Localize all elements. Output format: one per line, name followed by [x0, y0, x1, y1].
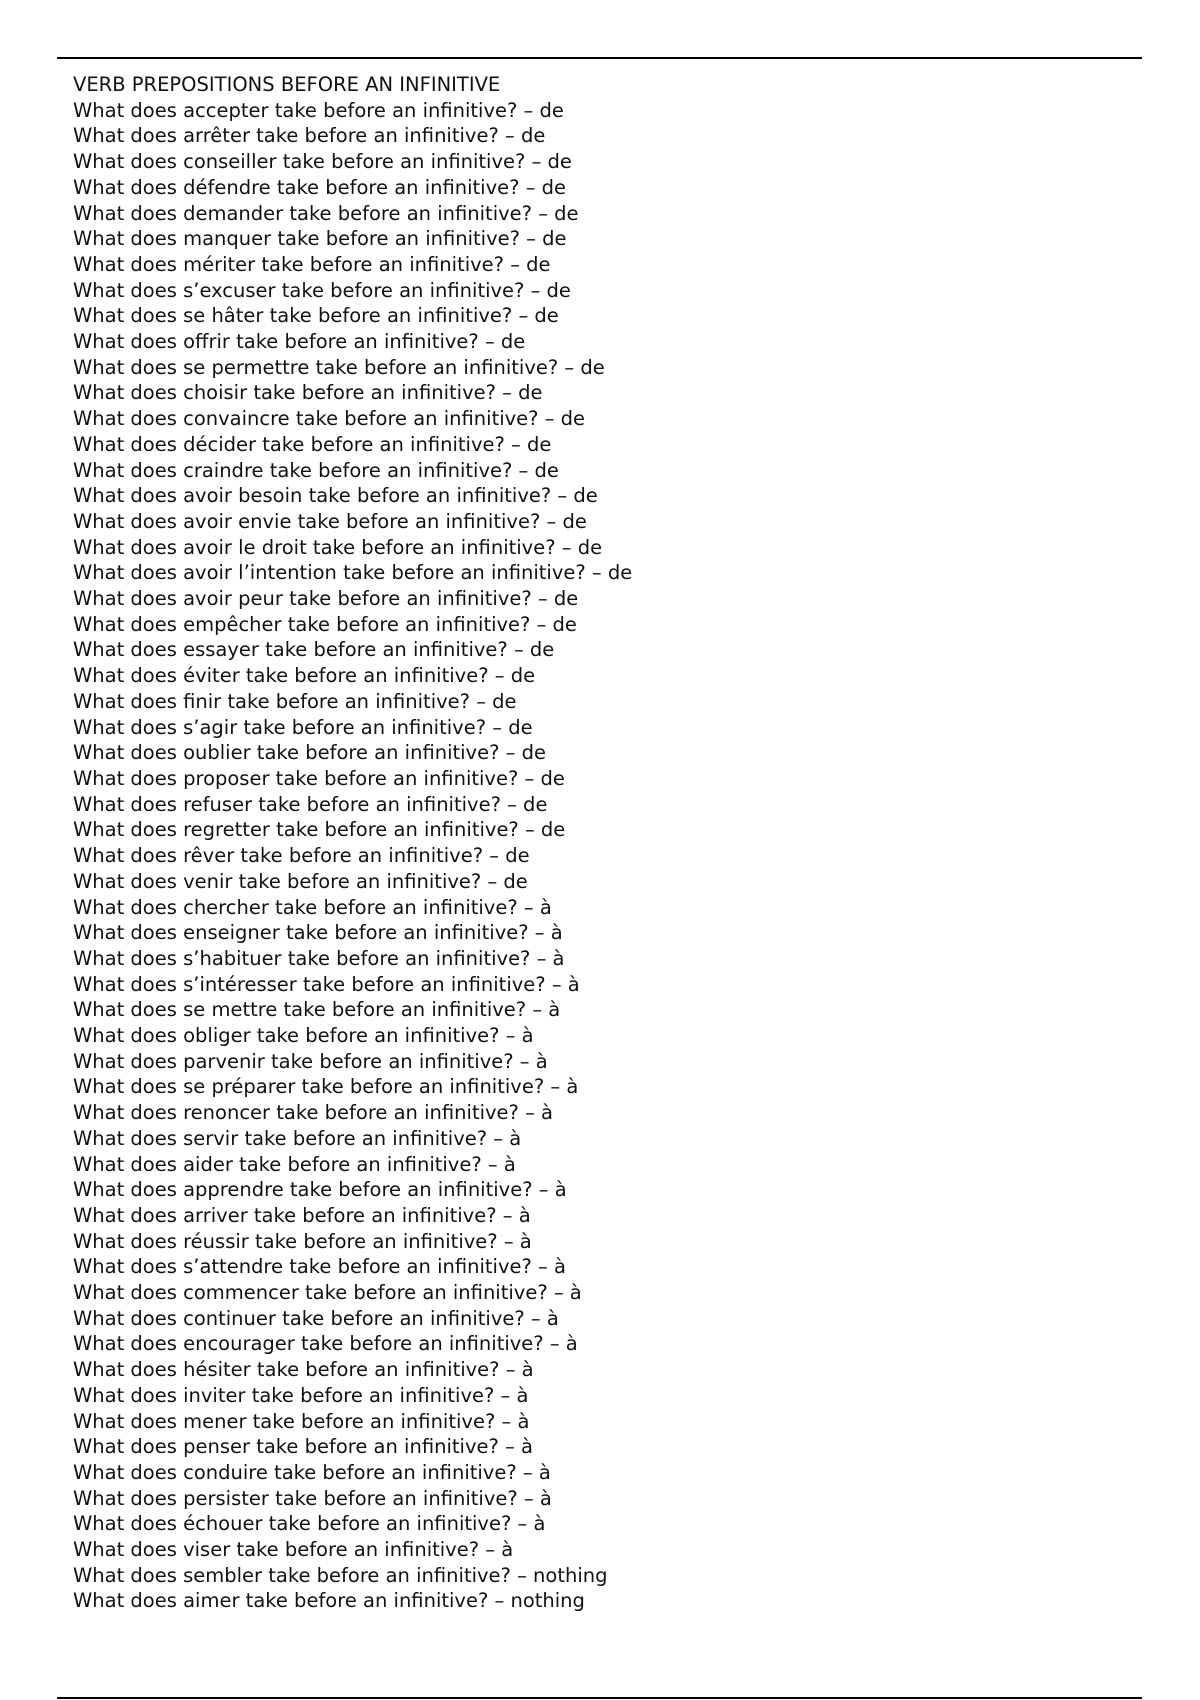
- list-item: What does se préparer take before an infinitive? – à: [73, 1075, 579, 1099]
- list-item: What does apprendre take before an infinitive? – à: [73, 1178, 567, 1202]
- list-item: What does mériter take before an infinitive? – de: [73, 252, 551, 276]
- bottom-rule: [57, 1697, 1142, 1699]
- list-item: What does avoir envie take before an infinitive? – de: [73, 509, 587, 533]
- top-rule: [57, 57, 1142, 59]
- list-item: What does échouer take before an infinitive? – à: [73, 1512, 546, 1536]
- list-item: What does aider take before an infinitive? – à: [73, 1152, 516, 1176]
- list-item: What does avoir le droit take before an infinitive? – de: [73, 535, 603, 559]
- list-item: What does offrir take before an infinitive? – de: [73, 330, 526, 354]
- list-item: What does avoir l’intention take before an infinitive? – de: [73, 561, 633, 585]
- list-item: What does avoir besoin take before an infinitive? – de: [73, 484, 598, 508]
- list-item: What does oublier take before an infinitive? – de: [73, 741, 546, 765]
- list-item: What does finir take before an infinitive? – de: [73, 689, 517, 713]
- list-item: What does arrêter take before an infinitive? – de: [73, 124, 546, 148]
- list-item: What does craindre take before an infinitive? – de: [73, 458, 559, 482]
- list-item: What does refuser take before an infinitive? – de: [73, 792, 548, 816]
- list-item: What does sembler take before an infinitive? – nothing: [73, 1563, 608, 1587]
- list-item: What does décider take before an infinitive? – de: [73, 432, 552, 456]
- list-item: What does convaincre take before an infinitive? – de: [73, 407, 586, 431]
- list-item: What does hésiter take before an infinitive? – à: [73, 1358, 534, 1382]
- list-item: What does manquer take before an infinitive? – de: [73, 227, 567, 251]
- list-item: What does proposer take before an infinitive? – de: [73, 766, 565, 790]
- list-item: What does regretter take before an infinitive? – de: [73, 818, 566, 842]
- list-item: What does venir take before an infinitive? – de: [73, 869, 528, 893]
- list-item: What does parvenir take before an infinitive? – à: [73, 1049, 548, 1073]
- list-item: What does éviter take before an infinitive? – de: [73, 664, 536, 688]
- list-item: What does inviter take before an infinitive? – à: [73, 1383, 529, 1407]
- list-item: What does penser take before an infinitive? – à: [73, 1435, 533, 1459]
- list-item: What does se mettre take before an infinitive? – à: [73, 998, 561, 1022]
- list-item: What does aimer take before an infinitive? – nothing: [73, 1589, 585, 1613]
- list-item: What does s’excuser take before an infinitive? – de: [73, 278, 571, 302]
- list-item: What does persister take before an infinitive? – à: [73, 1486, 552, 1510]
- list-item: What does conseiller take before an infinitive? – de: [73, 150, 572, 174]
- list-item: What does enseigner take before an infinitive? – à: [73, 921, 563, 945]
- list-item: What does mener take before an infinitive? – à: [73, 1409, 530, 1433]
- list-item: What does défendre take before an infinitive? – de: [73, 175, 567, 199]
- list-item: What does s’agir take before an infinitive? – de: [73, 715, 533, 739]
- list-item: What does servir take before an infinitive? – à: [73, 1126, 522, 1150]
- list-item: What does avoir peur take before an infinitive? – de: [73, 587, 579, 611]
- list-item: What does conduire take before an infinitive? – à: [73, 1460, 551, 1484]
- list-item: What does choisir take before an infinitive? – de: [73, 381, 543, 405]
- list-item: What does continuer take before an infinitive? – à: [73, 1306, 559, 1330]
- document-title: VERB PREPOSITIONS BEFORE AN INFINITIVE: [73, 73, 501, 96]
- list-item: What does rêver take before an infinitive? – de: [73, 844, 530, 868]
- list-item: What does renoncer take before an infinitive? – à: [73, 1101, 553, 1125]
- list-item: What does se hâter take before an infinitive? – de: [73, 304, 559, 328]
- list-item: What does commencer take before an infinitive? – à: [73, 1281, 582, 1305]
- verb-list: [73, 98, 1133, 1614]
- list-item: What does essayer take before an infinitive? – de: [73, 638, 555, 662]
- list-item: What does empêcher take before an infinitive? – de: [73, 612, 577, 636]
- document-body: [73, 72, 1133, 1614]
- list-item: What does réussir take before an infinitive? – à: [73, 1229, 532, 1253]
- list-item: What does obliger take before an infinitive? – à: [73, 1024, 534, 1048]
- list-item: What does s’habituer take before an infinitive? – à: [73, 946, 565, 970]
- list-item: What does s’attendre take before an infinitive? – à: [73, 1255, 566, 1279]
- list-item: What does se permettre take before an infinitive? – de: [73, 355, 605, 379]
- list-item: What does demander take before an infinitive? – de: [73, 201, 579, 225]
- list-item: What does chercher take before an infinitive? – à: [73, 895, 552, 919]
- list-item: What does s’intéresser take before an infinitive? – à: [73, 972, 580, 996]
- list-item: What does accepter take before an infinitive? – de: [73, 98, 564, 122]
- list-item: What does arriver take before an infinitive? – à: [73, 1203, 531, 1227]
- list-item: What does encourager take before an infinitive? – à: [73, 1332, 578, 1356]
- list-item: What does viser take before an infinitive? – à: [73, 1538, 514, 1562]
